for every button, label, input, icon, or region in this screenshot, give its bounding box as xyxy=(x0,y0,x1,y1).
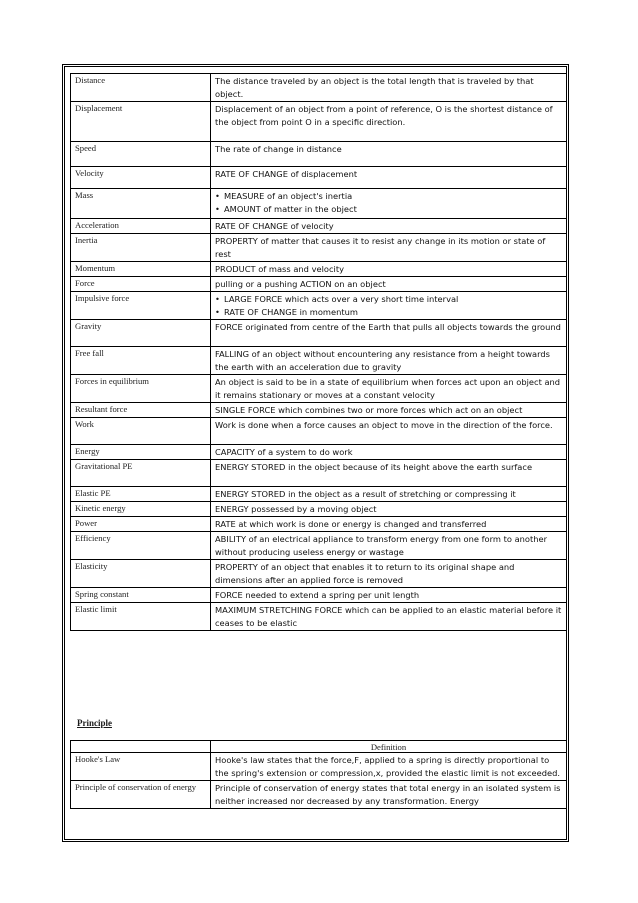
term-cell: Mass xyxy=(71,189,211,219)
principle-term: Principle of conservation of energy xyxy=(71,781,211,809)
principle-header-row xyxy=(71,741,567,753)
term-cell: Speed xyxy=(71,142,211,167)
term-cell: Efficiency xyxy=(71,532,211,560)
definition-cell: The distance traveled by an object is the total length that is traveled by that object. xyxy=(211,74,567,102)
definition-bullet-list xyxy=(215,293,562,319)
definition-cell: FALLING of an object without encountering any resistance from a height towards the earth with an acceleration due to gravity xyxy=(211,347,567,375)
term-cell: Energy xyxy=(71,445,211,460)
definition-cell xyxy=(211,189,567,219)
definition-cell: PROPERTY of matter that causes it to resist any change in its motion or state of rest xyxy=(211,234,567,262)
term-cell: Impulsive force xyxy=(71,292,211,320)
definitions-table xyxy=(70,73,567,631)
term-cell: Spring constant xyxy=(71,588,211,603)
table-row xyxy=(71,445,567,460)
term-cell: Elastic limit xyxy=(71,603,211,631)
table-row xyxy=(71,347,567,375)
table-row xyxy=(71,320,567,347)
definition-bullet-list xyxy=(215,190,562,216)
definition-cell: FORCE needed to extend a spring per unit length xyxy=(211,588,567,603)
definition-cell: The rate of change in distance xyxy=(211,142,567,167)
table-row xyxy=(71,189,567,219)
definition-cell: SINGLE FORCE which combines two or more forces which act on an object xyxy=(211,403,567,418)
table-row xyxy=(71,262,567,277)
term-cell: Force xyxy=(71,277,211,292)
table-row xyxy=(71,532,567,560)
table-row xyxy=(71,487,567,502)
definition-cell: MAXIMUM STRETCHING FORCE which can be applied to an elastic material before it ceases to be elastic xyxy=(211,603,567,631)
principle-header-empty xyxy=(71,741,211,753)
definition-cell: RATE OF CHANGE of displacement xyxy=(211,167,567,189)
table-row xyxy=(71,277,567,292)
term-cell: Displacement xyxy=(71,102,211,142)
principle-table xyxy=(70,740,567,809)
table-row xyxy=(71,588,567,603)
table-row xyxy=(71,753,567,781)
term-cell: Forces in equilibrium xyxy=(71,375,211,403)
definition-cell xyxy=(211,292,567,320)
definition-bullet: • LARGE FORCE which acts over a very short time interval xyxy=(215,293,562,306)
term-cell: Resultant force xyxy=(71,403,211,418)
term-cell: Free fall xyxy=(71,347,211,375)
definition-cell: RATE at which work is done or energy is changed and transferred xyxy=(211,517,567,532)
table-row xyxy=(71,460,567,487)
definition-cell: ENERGY possessed by a moving object xyxy=(211,502,567,517)
definition-bullet: • RATE OF CHANGE in momentum xyxy=(215,306,562,319)
principle-header-definition: Definition xyxy=(211,741,567,753)
term-cell: Work xyxy=(71,418,211,445)
table-row xyxy=(71,142,567,167)
term-cell: Gravity xyxy=(71,320,211,347)
term-cell: Velocity xyxy=(71,167,211,189)
definition-cell: ENERGY STORED in the object as a result of stretching or compressing it xyxy=(211,487,567,502)
term-cell: Elasticity xyxy=(71,560,211,588)
table-row xyxy=(71,375,567,403)
term-cell: Distance xyxy=(71,74,211,102)
term-cell: Elastic PE xyxy=(71,487,211,502)
definition-bullet: • AMOUNT of matter in the object xyxy=(215,203,562,216)
table-row xyxy=(71,517,567,532)
table-row xyxy=(71,102,567,142)
term-cell: Inertia xyxy=(71,234,211,262)
definition-cell: CAPACITY of a system to do work xyxy=(211,445,567,460)
term-cell: Momentum xyxy=(71,262,211,277)
term-cell: Gravitational PE xyxy=(71,460,211,487)
definition-cell: PRODUCT of mass and velocity xyxy=(211,262,567,277)
definition-cell: FORCE originated from centre of the Earth that pulls all objects towards the ground xyxy=(211,320,567,347)
term-cell: Acceleration xyxy=(71,219,211,234)
principle-definition: Principle of conservation of energy states that total energy in an isolated system is neither increased nor decreased by any transformation. Energy xyxy=(211,781,567,809)
definition-cell: An object is said to be in a state of equilibrium when forces act upon an object and it remains stationary or moves at a constant velocity xyxy=(211,375,567,403)
table-row xyxy=(71,418,567,445)
definition-bullet: • MEASURE of an object's inertia xyxy=(215,190,562,203)
table-row xyxy=(71,781,567,809)
definition-cell: ABILITY of an electrical appliance to transform energy from one form to another without producing useless energy or wastage xyxy=(211,532,567,560)
table-row xyxy=(71,74,567,102)
table-row xyxy=(71,292,567,320)
definition-cell: RATE OF CHANGE of velocity xyxy=(211,219,567,234)
table-row xyxy=(71,234,567,262)
definition-cell: ENERGY STORED in the object because of its height above the earth surface xyxy=(211,460,567,487)
definition-cell: Displacement of an object from a point of reference, O is the shortest distance of the object from point O in a specific direction. xyxy=(211,102,567,142)
definition-cell: pulling or a pushing ACTION on an object xyxy=(211,277,567,292)
definition-cell: PROPERTY of an object that enables it to return to its original shape and dimensions after an applied force is removed xyxy=(211,560,567,588)
principle-heading: Principle xyxy=(77,718,112,728)
principle-definition: Hooke's law states that the force,F, applied to a spring is directly proportional to the spring's extension or compression,x, provided the elastic limit is not exceeded. xyxy=(211,753,567,781)
table-row xyxy=(71,167,567,189)
table-row xyxy=(71,502,567,517)
term-cell: Kinetic energy xyxy=(71,502,211,517)
table-row xyxy=(71,560,567,588)
table-row xyxy=(71,403,567,418)
principle-term: Hooke's Law xyxy=(71,753,211,781)
table-row xyxy=(71,603,567,631)
term-cell: Power xyxy=(71,517,211,532)
table-row xyxy=(71,219,567,234)
definition-cell: Work is done when a force causes an object to move in the direction of the force. xyxy=(211,418,567,445)
